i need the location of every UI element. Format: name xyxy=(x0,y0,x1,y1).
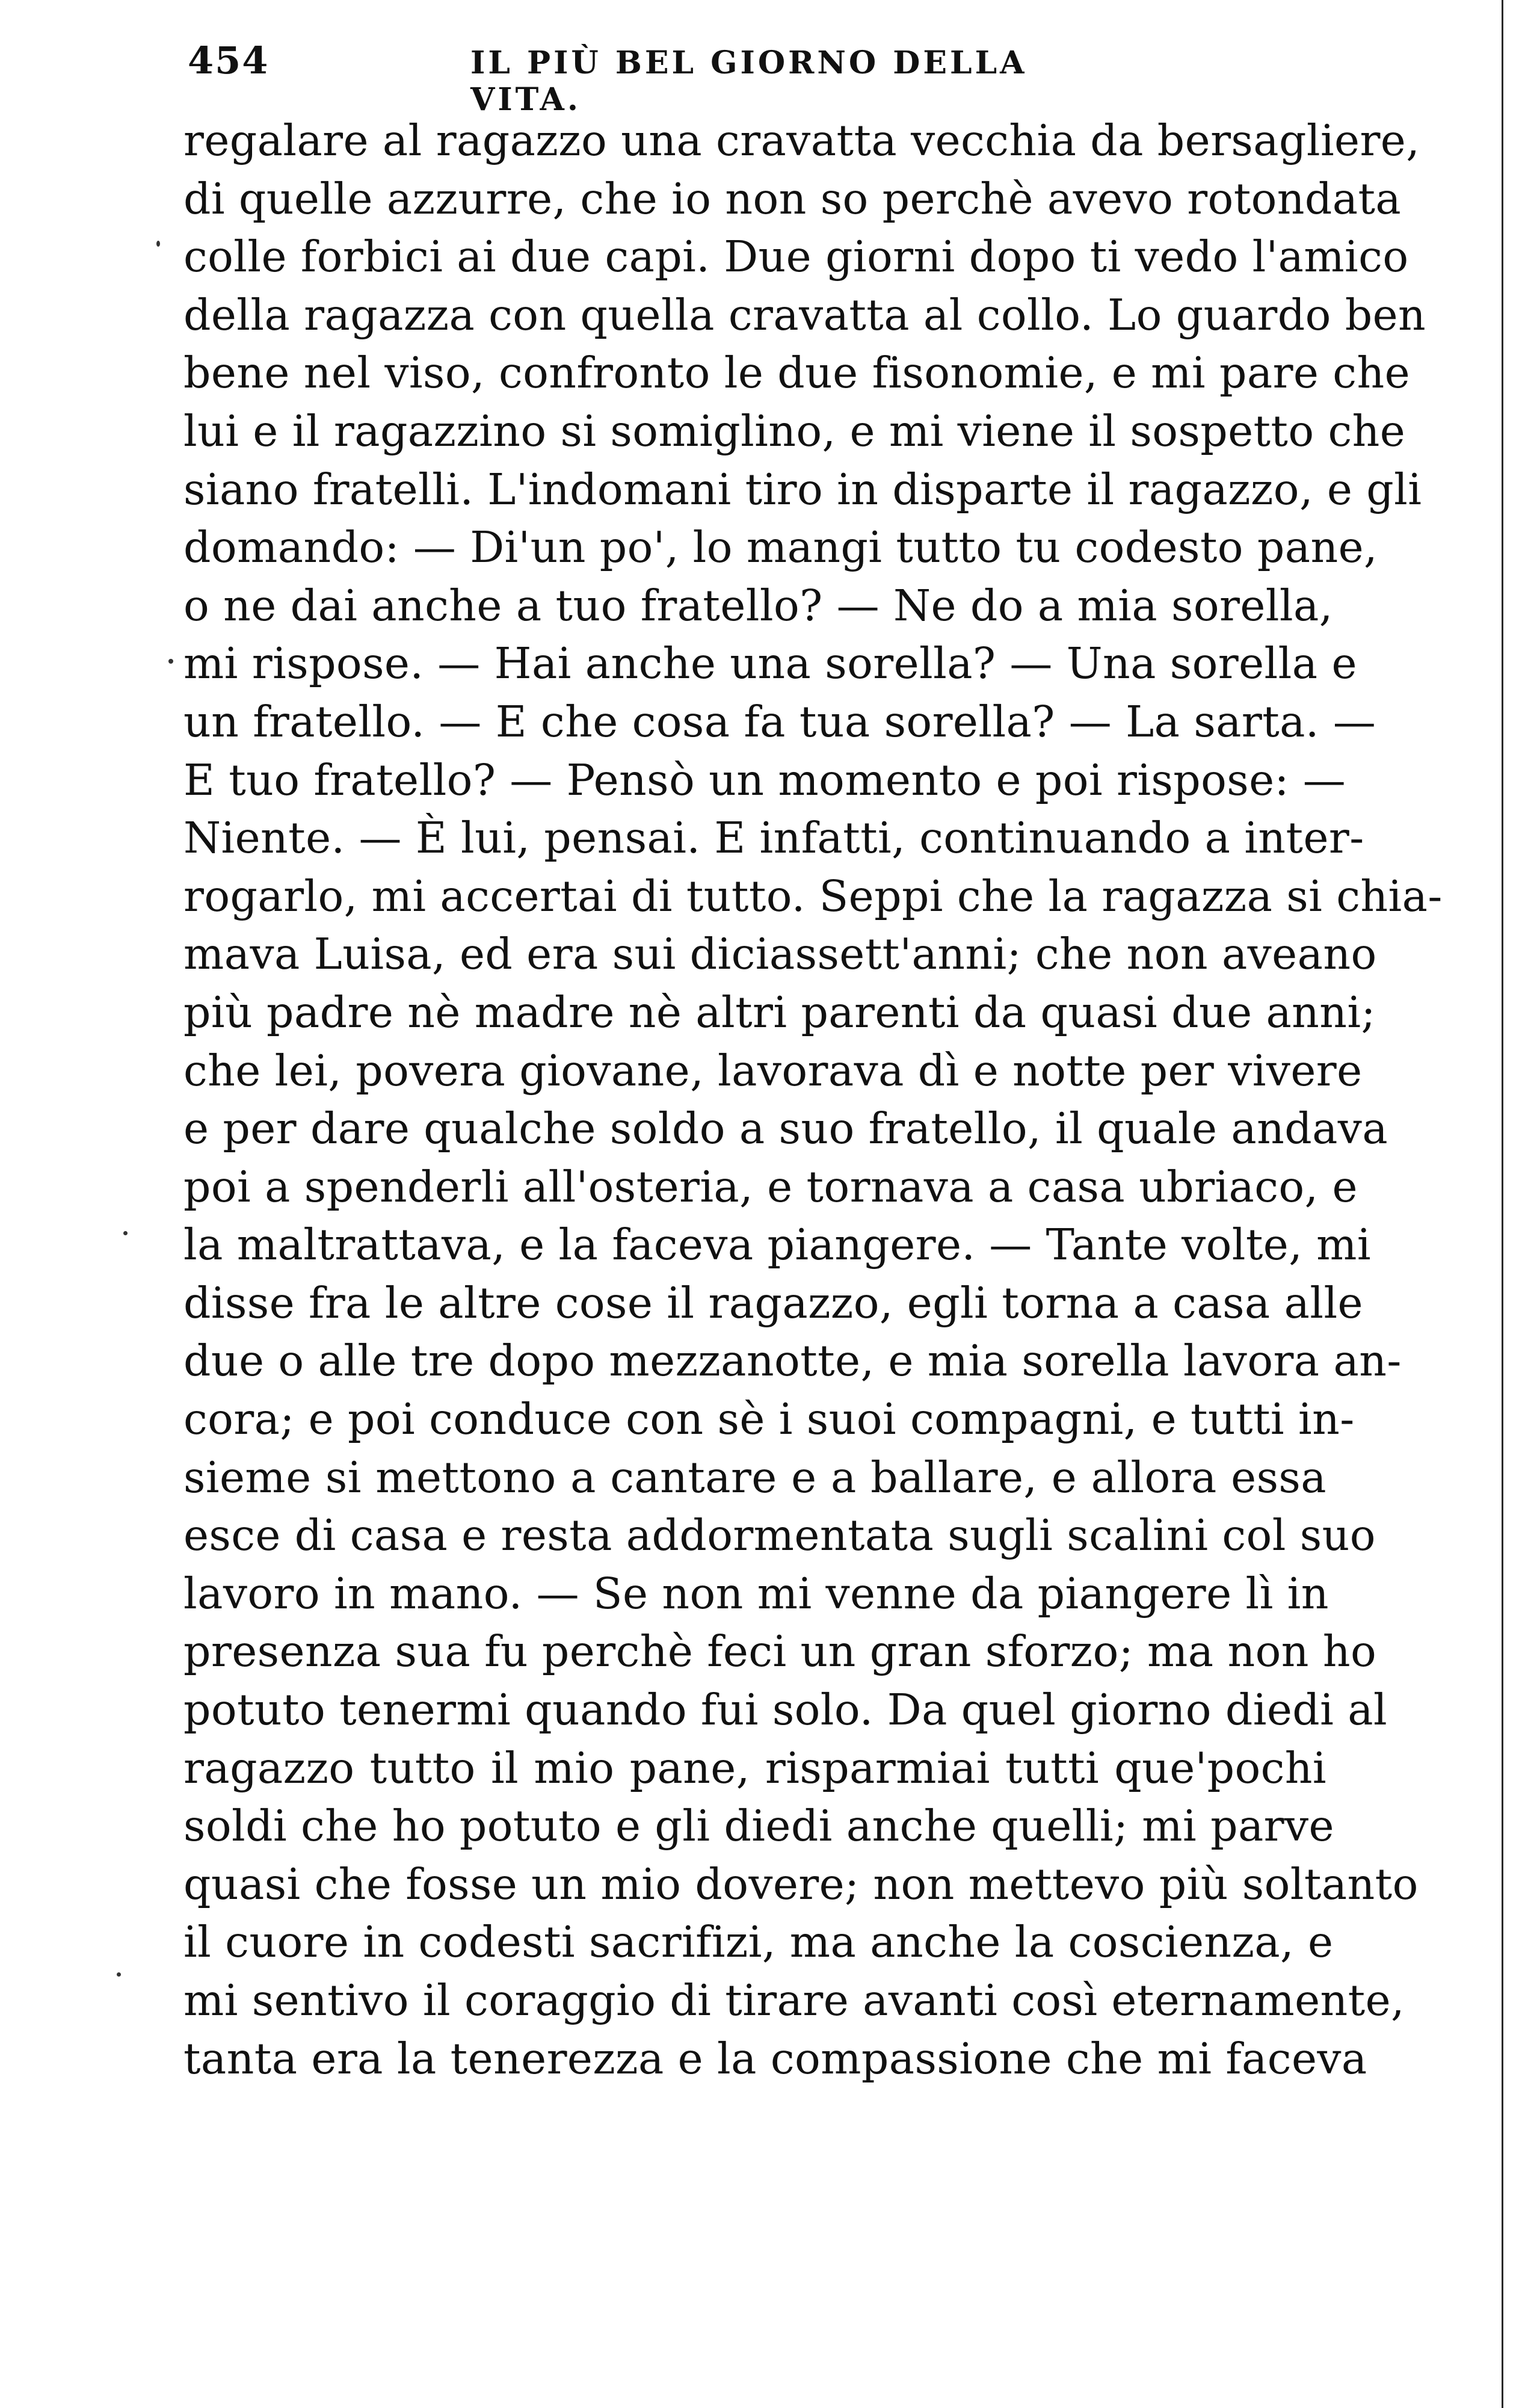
text-line: disse fra le altre cose il ragazzo, egli torna a casa alle xyxy=(183,1277,1363,1328)
text-line: un fratello. — E che cosa fa tua sorella? — La sarta. — xyxy=(183,696,1376,747)
text-line: tanta era la tenerezza e la compassione che mi faceva xyxy=(183,2033,1367,2084)
text-line: mi sentivo il coraggio di tirare avanti così eternamente, xyxy=(183,1975,1405,2025)
text-line: lui e il ragazzino si somiglino, e mi viene il sospetto che xyxy=(183,406,1406,456)
scan-fleck xyxy=(117,1972,121,1977)
text-line: quasi che fosse un mio dovere; non mettevo più soltanto xyxy=(183,1859,1419,1909)
text-line: di quelle azzurre, che io non so perchè avevo rotondata xyxy=(183,173,1402,224)
text-line: esce di casa e resta addormentata sugli scalini col suo xyxy=(183,1510,1376,1561)
text-line: ragazzo tutto il mio pane, risparmiai tutti que'pochi xyxy=(183,1743,1326,1793)
text-line: più padre nè madre nè altri parenti da quasi due anni; xyxy=(183,987,1376,1037)
body-text xyxy=(183,112,1443,2088)
text-line: mava Luisa, ed era sui diciassett'anni; che non aveano xyxy=(183,929,1377,980)
text-line: sieme si mettono a cantare e a ballare, e allora essa xyxy=(183,1452,1326,1502)
scan-fleck xyxy=(156,241,160,247)
text-line: cora; e poi conduce con sè i suoi compagni, e tutti in- xyxy=(183,1394,1355,1445)
scan-fleck xyxy=(123,1231,128,1235)
running-title: IL PIÙ BEL GIORNO DELLA VITA. xyxy=(470,45,1028,118)
text-line: della ragazza con quella cravatta al collo. Lo guardo ben xyxy=(183,289,1426,340)
page-header xyxy=(188,39,1150,118)
text-line: poi a spenderli all'osteria, e tornava a casa ubriaco, e xyxy=(183,1161,1358,1212)
text-line: e per dare qualche soldo a suo fratello, il quale andava xyxy=(183,1104,1388,1154)
text-line: o ne dai anche a tuo fratello? — Ne do a mia sorella, xyxy=(183,580,1333,631)
page-edge-rule xyxy=(1502,0,1503,2408)
text-line: domando: — Di'un po', lo mangi tutto tu codesto pane, xyxy=(183,522,1378,573)
text-line: il cuore in codesti sacrifizi, ma anche la coscienza, e xyxy=(183,1917,1334,1968)
text-line: regalare al ragazzo una cravatta vecchia da bersagliere, xyxy=(183,116,1420,165)
page-number: 454 xyxy=(188,39,270,82)
scan-fleck xyxy=(168,659,173,664)
text-line: E tuo fratello? — Pensò un momento e poi rispose: — xyxy=(183,755,1346,805)
text-line: mi rispose. — Hai anche una sorella? — Una sorella e xyxy=(183,638,1357,689)
text-line: presenza sua fu perchè feci un gran sforzo; ma non ho xyxy=(183,1626,1377,1677)
text-line: soldi che ho potuto e gli diedi anche quelli; mi parve xyxy=(183,1801,1334,1851)
text-line: lavoro in mano. — Se non mi venne da piangere lì in xyxy=(183,1568,1329,1619)
text-line: che lei, povera giovane, lavorava dì e notte per vivere xyxy=(183,1045,1363,1096)
text-line: bene nel viso, confronto le due fisonomie, e mi pare che xyxy=(183,348,1411,398)
text-line: colle forbici ai due capi. Due giorni dopo ti vedo l'amico xyxy=(183,232,1409,282)
text-line: due o alle tre dopo mezzanotte, e mia sorella lavora an- xyxy=(183,1336,1402,1386)
text-line: la maltrattava, e la faceva piangere. — Tante volte, mi xyxy=(183,1220,1371,1270)
text-line: Niente. — È lui, pensai. E infatti, continuando a inter- xyxy=(183,813,1364,863)
text-line: siano fratelli. L'indomani tiro in disparte il ragazzo, e gli xyxy=(183,464,1422,514)
text-line: potuto tenermi quando fui solo. Da quel giorno diedi al xyxy=(183,1685,1388,1735)
text-line: rogarlo, mi accertai di tutto. Seppi che la ragazza si chia- xyxy=(183,871,1443,921)
